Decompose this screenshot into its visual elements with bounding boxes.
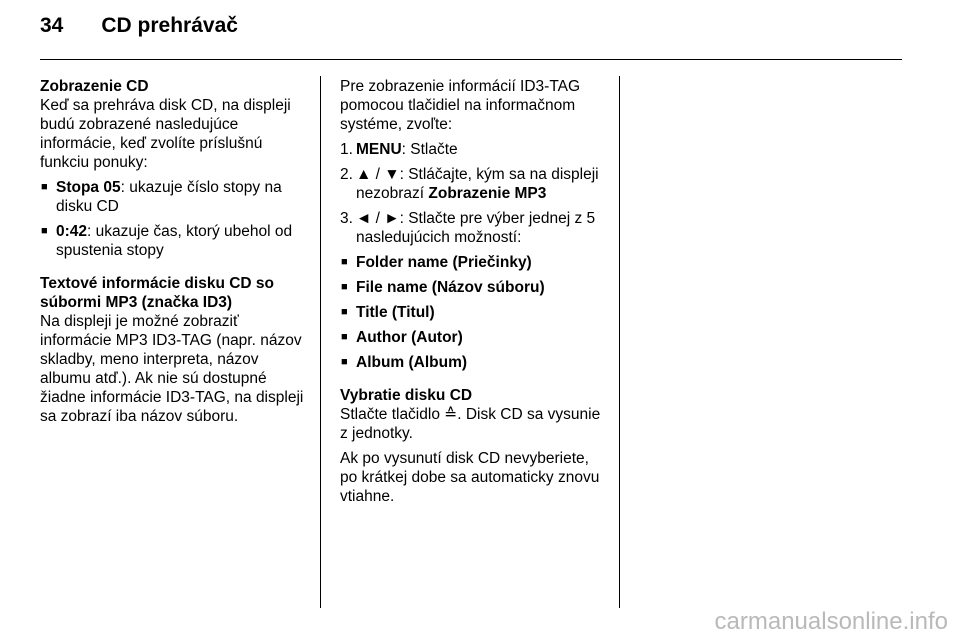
paragraph-cd-display: Keď sa prehráva disk CD, na displeji budú zobrazené nasledujúce informácie, keď zvolíte príslušnú funkciu ponuky: (40, 97, 291, 171)
step-item: 3. ◄ / ►: Stlačte pre výber jednej z 5 nasledujúcich možností: (340, 210, 596, 246)
column-divider-left (320, 76, 321, 608)
option-item: ■ Author (Autor) (340, 328, 608, 347)
page-title: CD prehrávač (101, 14, 238, 37)
page-header (40, 14, 238, 38)
paragraph-mp3-text: Na displeji je možné zobraziť informácie MP3 ID3-TAG (napr. názov skladby, meno interpreta, názov albumu atď.). Ak nie sú dostupné žiadne informácie ID3-TAG, na displeji sa zobrazí iba názov súboru. (40, 313, 304, 425)
column-divider-right (619, 76, 620, 608)
watermark: carmanualsonline.info (714, 608, 948, 635)
column-middle (340, 77, 608, 506)
list-item: ■ 0:42: ukazuje čas, ktorý ubehol od spustenia stopy (40, 222, 310, 260)
option-item: ■ Folder name (Priečinky) (340, 253, 608, 272)
paragraph-eject: Stlačte tlačidlo ≙. Disk CD sa vysunie z jednotky. (340, 406, 601, 442)
page-number: 34 (40, 14, 64, 37)
paragraph-id3-intro: Pre zobrazenie informácií ID3-TAG pomocou tlačidiel na informačnom systéme, zvoľte: (340, 78, 581, 133)
paragraph-reinsert: Ak po vysunutí disk CD nevyberiete, po krátkej dobe sa automaticky znovu vtiahne. (340, 450, 600, 505)
section-heading-eject: Vybratie disku CD (340, 387, 473, 404)
option-item: ■ File name (Názov súboru) (340, 278, 608, 297)
option-item: ■ Title (Titul) (340, 303, 608, 322)
step-item: 2. ▲ / ▼: Stláčajte, kým sa na displeji nezobrazí Zobrazenie MP3 (340, 166, 599, 202)
section-heading-cd-display: Zobrazenie CD (40, 78, 149, 95)
step-item: 1. MENU: Stlačte (340, 141, 458, 158)
column-left (40, 77, 310, 426)
list-item: ■ Stopa 05: ukazuje číslo stopy na disku CD (40, 178, 310, 216)
section-heading-mp3-text: Textové informácie disku CD so súbormi MP3 (značka ID3) (40, 275, 274, 311)
eject-icon: ≙ (444, 406, 458, 423)
header-rule (40, 59, 902, 60)
option-item: ■ Album (Album) (340, 353, 608, 372)
